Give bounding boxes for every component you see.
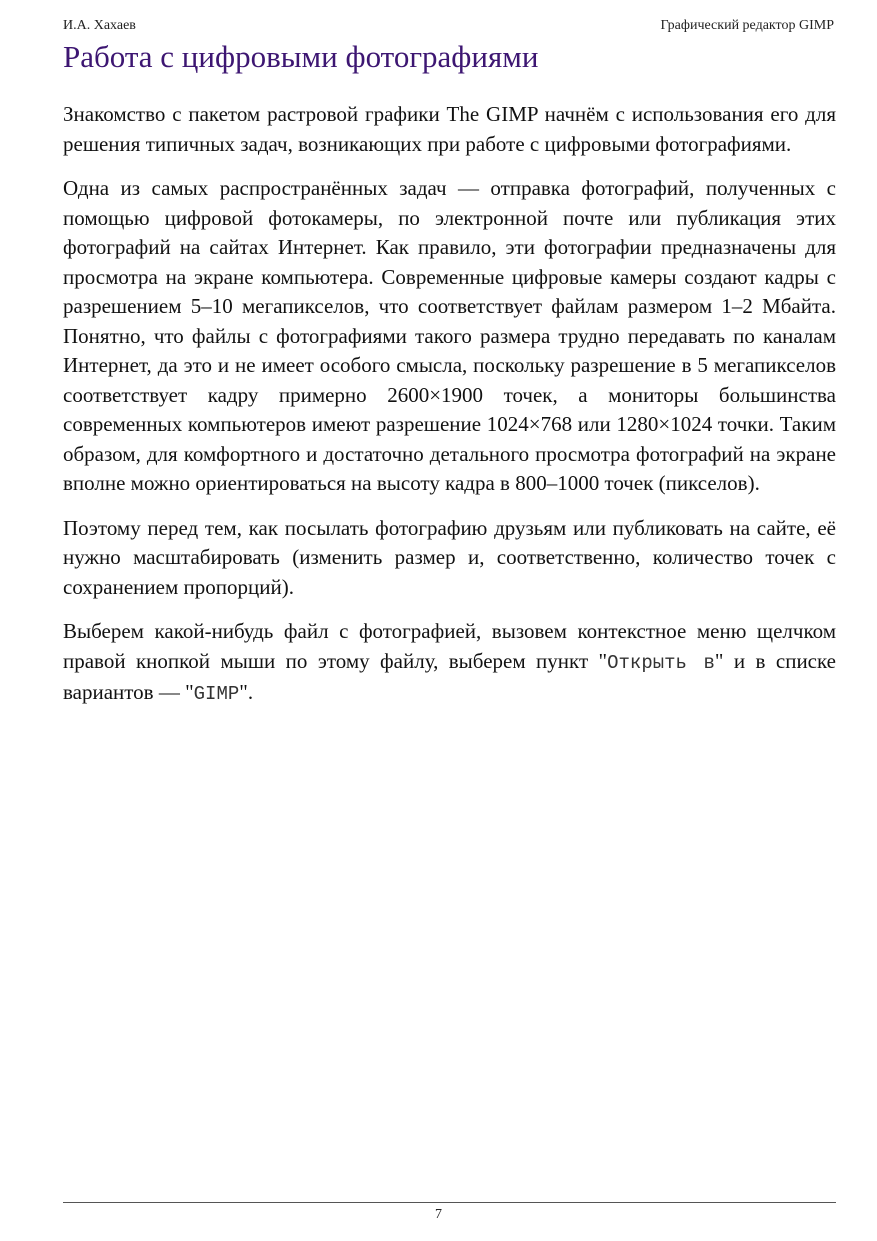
page-number: 7 <box>435 1207 442 1222</box>
menu-item-gimp: GIMP <box>193 683 240 705</box>
footer-divider <box>63 1202 836 1203</box>
menu-item-open-with: Открыть в <box>607 651 715 674</box>
paragraph-open-file-text-1: Выберем какой-нибудь файл с фотографией, вызовем контекстное меню щелчком правой кнопкой мыши по этому файлу, выберем пункт " <box>63 619 836 673</box>
section-title: Работа с цифровыми фотографиями <box>63 39 539 74</box>
paragraph-scaling: Поэтому перед тем, как посылать фотографию друзьям или публиковать на сайте, её нужно масштабировать (изменить размер и, соответственно, количество точек с сохранением пропорций). <box>63 515 836 599</box>
paragraph-open-file-text-2: " и в списке вариантов — " <box>63 648 836 704</box>
paragraph-open-file-text-3: ". <box>239 680 254 704</box>
running-header <box>63 16 834 36</box>
paragraph-open-file <box>63 617 836 710</box>
header-author: И.А. Хахаев <box>63 18 136 33</box>
paragraph-intro: Знакомство с пакетом растровой графики The GIMP начнём с использования его для решения типичных задач, возникающих при работе с цифровыми фотографиями. <box>63 102 836 156</box>
paragraph-resolution: Одна из самых распространённых задач — отправка фотографий, полученных с помощью цифровой фотокамеры, по электронной почте или публикация этих фотографий на сайтах Интернет. Как правило, эти фотографии предназначены для просмотра на экране компьютера. Современные цифровые камеры создают кадры с разрешением 5–10 мегапикселов, что соответствует файлам размером 1–2 Мбайта. Понятно, что файлы с фотографиями такого размера трудно передавать по каналам Интернет, да это и не имеет особого смысла, поскольку разрешение в 5 мегапикселов соответствует кадру примерно 2600×1900 точек, а мониторы большинства современных компьютеров имеют разрешение 1024×768 или 1280×1024 точки. Таким образом, для комфортного и достаточно детального просмотра фотографий на экране вполне можно ориентироваться на высоту кадра в 800–1000 точек (пикселов). <box>63 176 836 495</box>
header-book-title: Графический редактор GIMP <box>660 18 834 33</box>
body-text <box>63 100 836 725</box>
